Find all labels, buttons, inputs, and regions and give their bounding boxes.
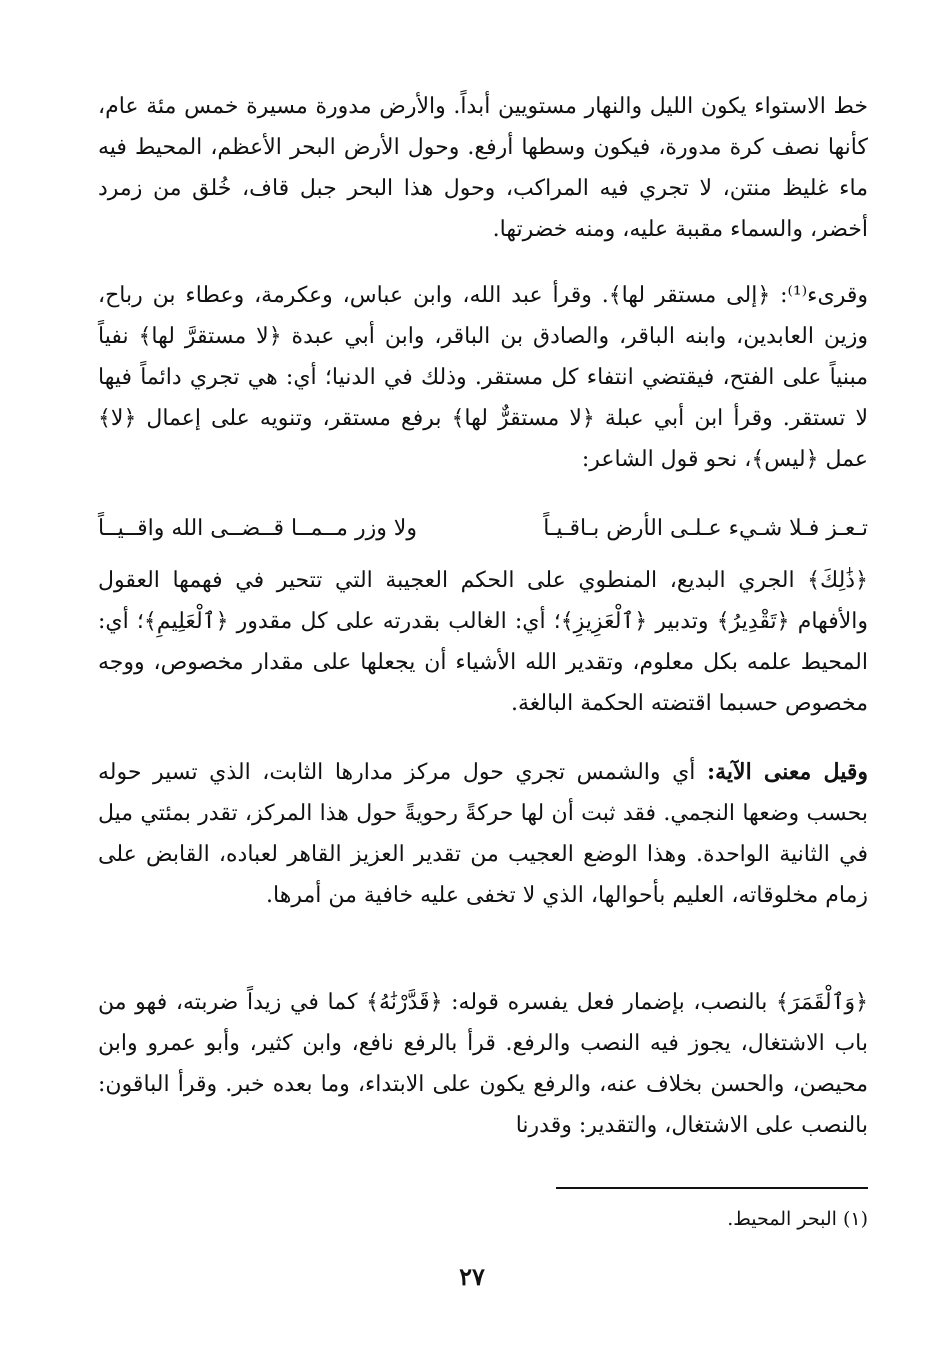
paragraph-2-text: وقرىء⁽¹⁾: ﴿إلى مستقر لها﴾. وقرأ عبد الله، وابن عباس، وعكرمة، وعطاء بن رباح، وزين العابدين، وابنه الباقر، والصادق بن الباقر، وابن أبي عبدة ﴿لا مستقرَّ لها﴾ نفياً مبنياً على الفتح، فيقتضي انتفاء كل مستقر. وذلك في الدنيا؛ أي: هي تجري دائماً فيها لا تستقر. وقرأ ابن أبي عبلة ﴿لا مستقرٌّ لها﴾ برفع مستقر، وتنويه على إعمال ﴿لا﴾ عمل ﴿ليس﴾، نحو قول الشاعر: xyxy=(98,283,868,472)
paragraph-5 xyxy=(98,982,868,1146)
paragraph-3 xyxy=(98,560,868,724)
paragraph-4 xyxy=(98,752,868,916)
paragraph-4-text: أي والشمس تجري حول مركز مدارها الثابت، الذي تسير حوله بحسب وضعها النجمي. فقد ثبت أن لها حركةً رحويةً حول هذا المركز، تقدر بمئتي ميل في الثانية الواحدة. وهذا الوضع العجيب من تقدير العزيز القاهر لعباده، القابض على زمام مخلوقاته، العليم بأحوالها، الذي لا تخفى عليه خافية من أمرها. xyxy=(98,760,868,908)
verse-line xyxy=(98,508,868,549)
paragraph-4-lead: وقيل معنى الآية: xyxy=(707,759,868,785)
paragraph-4-content xyxy=(98,752,868,916)
paragraph-1 xyxy=(98,86,868,250)
footnote-divider xyxy=(556,1187,868,1189)
paragraph-2 xyxy=(98,275,868,480)
poetry-verse xyxy=(98,508,868,549)
page-number: ٢٧ xyxy=(459,1262,485,1291)
paragraph-3-text: ﴿ذَٰلِكَ﴾ الجري البديع، المنطوي على الحكم العجيبة التي تتحير في فهمها العقول والأفهام ﴿تَقْدِيرُ﴾ وتدبير ﴿ٱلْعَزِيزِ﴾؛ أي: الغالب بقدرته على كل مقدور ﴿ٱلْعَلِيمِ﴾؛ أي: المحيط علمه بكل معلوم، وتقدير الله الأشياء أن يجعلها على مقدار مخصوص، ووجه مخصوص حسبما اقتضته الحكمة البالغة. xyxy=(98,568,868,716)
verse-second-half: ولا وزر مــمــا قــضــى الله واقــيــاً xyxy=(98,516,417,541)
paragraph-1-text: خط الاستواء يكون الليل والنهار مستويين أبداً. والأرض مدورة مسيرة خمس مئة عام، كأنها نصف كرة مدورة، فيكون وسطها أرفع. وحول الأرض البحر الأعظم، المحيط فيه ماء غليظ منتن، لا تجري فيه المراكب، وحول هذا البحر جبل قاف، خُلق من زمرد أخضر، والسماء مقببة عليه، ومنه خضرتها. xyxy=(98,94,868,242)
footnote: (١) البحر المحيط. xyxy=(727,1208,868,1230)
verse-first-half: تـعـز فـلا شـيء عـلـى الأرض بـاقـيـاً xyxy=(543,516,868,541)
paragraph-5-text: ﴿وَٱلْقَمَرَ﴾ بالنصب، بإضمار فعل يفسره قوله: ﴿قَدَّرْنَٰهُ﴾ كما في زيداً ضربته، فهو من باب الاشتغال، يجوز فيه النصب والرفع. قرأ بالرفع نافع، وابن كثير، وأبو عمرو وابن محيصن، والحسن بخلاف عنه، والرفع يكون على الابتداء، وما بعده خبر. وقرأ الباقون: بالنصب على الاشتغال، والتقدير: وقدرنا xyxy=(98,990,868,1138)
